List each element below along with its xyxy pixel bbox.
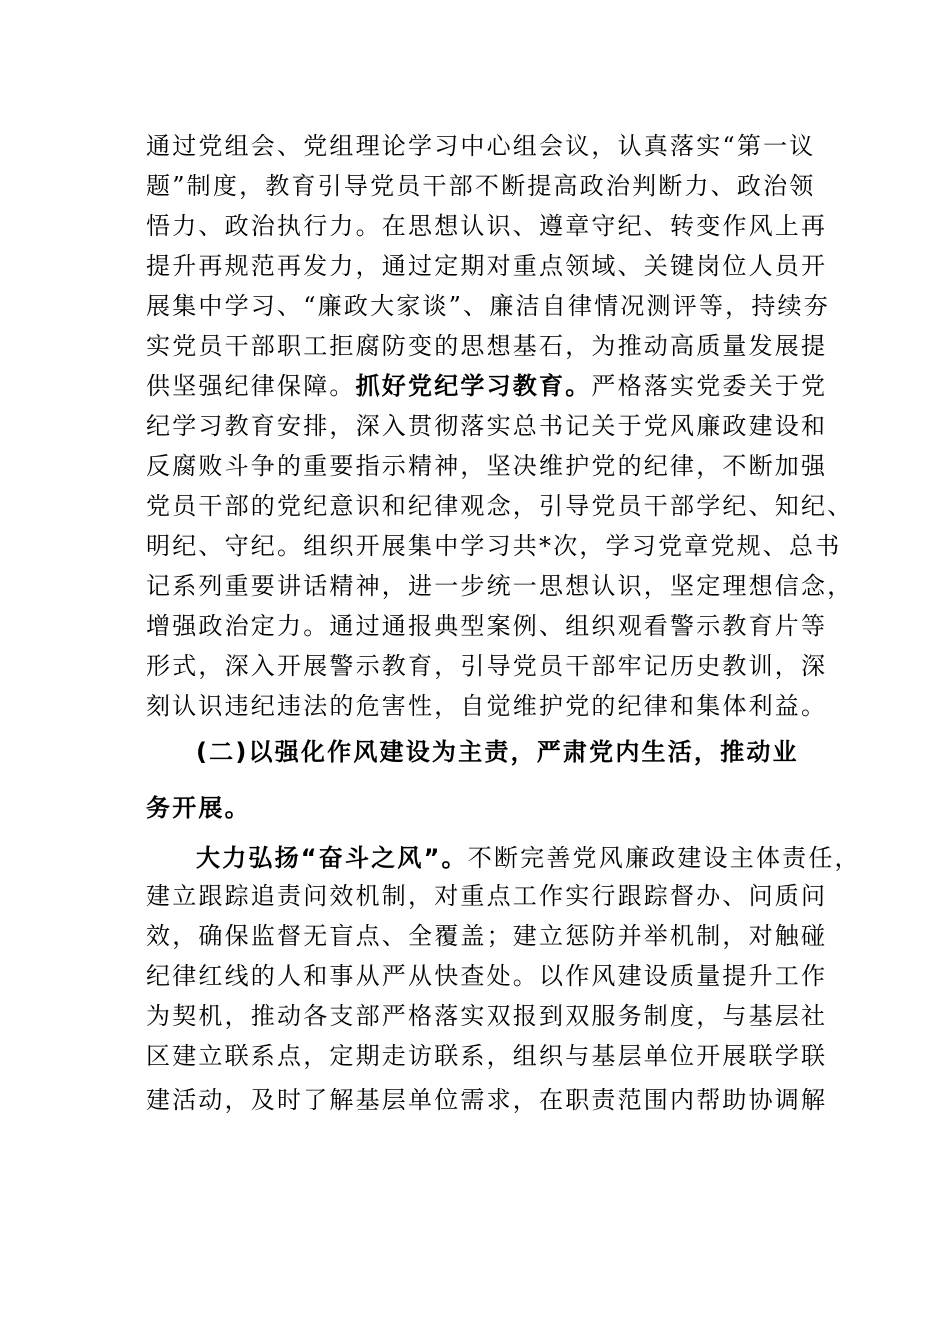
paragraph-text: 供坚强纪律保障。	[146, 372, 356, 400]
paragraph-line: 记系列重要讲话精神，进一步统一思想认识，坚定理想信念，	[146, 572, 854, 600]
paragraph-line: 增强政治定力。通过通报典型案例、组织观看警示教育片等	[146, 612, 828, 640]
paragraph-line: 刻认识违纪违法的危害性，自觉维护党的纪律和集体利益。	[146, 692, 828, 720]
section-heading-continued: 务开展。	[146, 794, 251, 822]
bold-subheading: 抓好党纪学习教育。	[355, 372, 592, 400]
paragraph-line: 纪律红线的人和事从严从快查处。以作风建设质量提升工作	[146, 962, 828, 990]
paragraph-line: 建立跟踪追责问效机制，对重点工作实行跟踪督办、问质问	[146, 882, 828, 910]
paragraph-line	[196, 840, 876, 876]
paragraph-line: 区建立联系点，定期走访联系，组织与基层单位开展联学联	[146, 1042, 828, 1070]
paragraph-line: 通过党组会、党组理论学习中心组会议，认真落实“第一议	[146, 132, 816, 160]
paragraph-line: 反腐败斗争的重要指示精神，坚决维护党的纪律，不断加强	[146, 452, 828, 480]
paragraph-line: 纪学习教育安排，深入贯彻落实总书记关于党风廉政建设和	[146, 412, 828, 440]
paragraph-line	[146, 368, 826, 404]
paragraph-line: 展集中学习、“廉政大家谈”、廉洁自律情况测评等，持续夯	[146, 292, 830, 320]
paragraph-text: 严格落实党委关于党	[591, 372, 828, 400]
paragraph-line: 实党员干部职工拒腐防变的思想基石，为推动高质量发展提	[146, 332, 828, 360]
paragraph-line: 提升再规范再发力，通过定期对重点领域、关键岗位人员开	[146, 252, 828, 280]
section-heading: (二)以强化作风建设为主责，严肃党内生活，推动业	[196, 738, 799, 766]
paragraph-line: 悟力、政治执行力。在思想认识、遵章守纪、转变作风上再	[146, 212, 828, 240]
paragraph-line: 题”制度，教育引导党员干部不断提高政治判断力、政治领	[146, 172, 816, 200]
paragraph-line: 为契机，推动各支部严格落实双报到双服务制度，与基层社	[146, 1002, 828, 1030]
paragraph-line: 明纪、守纪。组织开展集中学习共*次，学习党章党规、总书	[146, 532, 842, 560]
bold-subheading: 大力弘扬“奋斗之风”。	[196, 844, 468, 872]
paragraph-line: 效，确保监督无盲点、全覆盖；建立惩防并举机制，对触碰	[146, 922, 828, 950]
paragraph-line: 党员干部的党纪意识和纪律观念，引导党员干部学纪、知纪、	[146, 492, 854, 520]
paragraph-line: 形式，深入开展警示教育，引导党员干部牢记历史教训，深	[146, 652, 828, 680]
paragraph-line: 建活动，及时了解基层单位需求，在职责范围内帮助协调解	[146, 1086, 828, 1114]
paragraph-text: 不断完善党风廉政建设主体责任，	[467, 844, 861, 872]
